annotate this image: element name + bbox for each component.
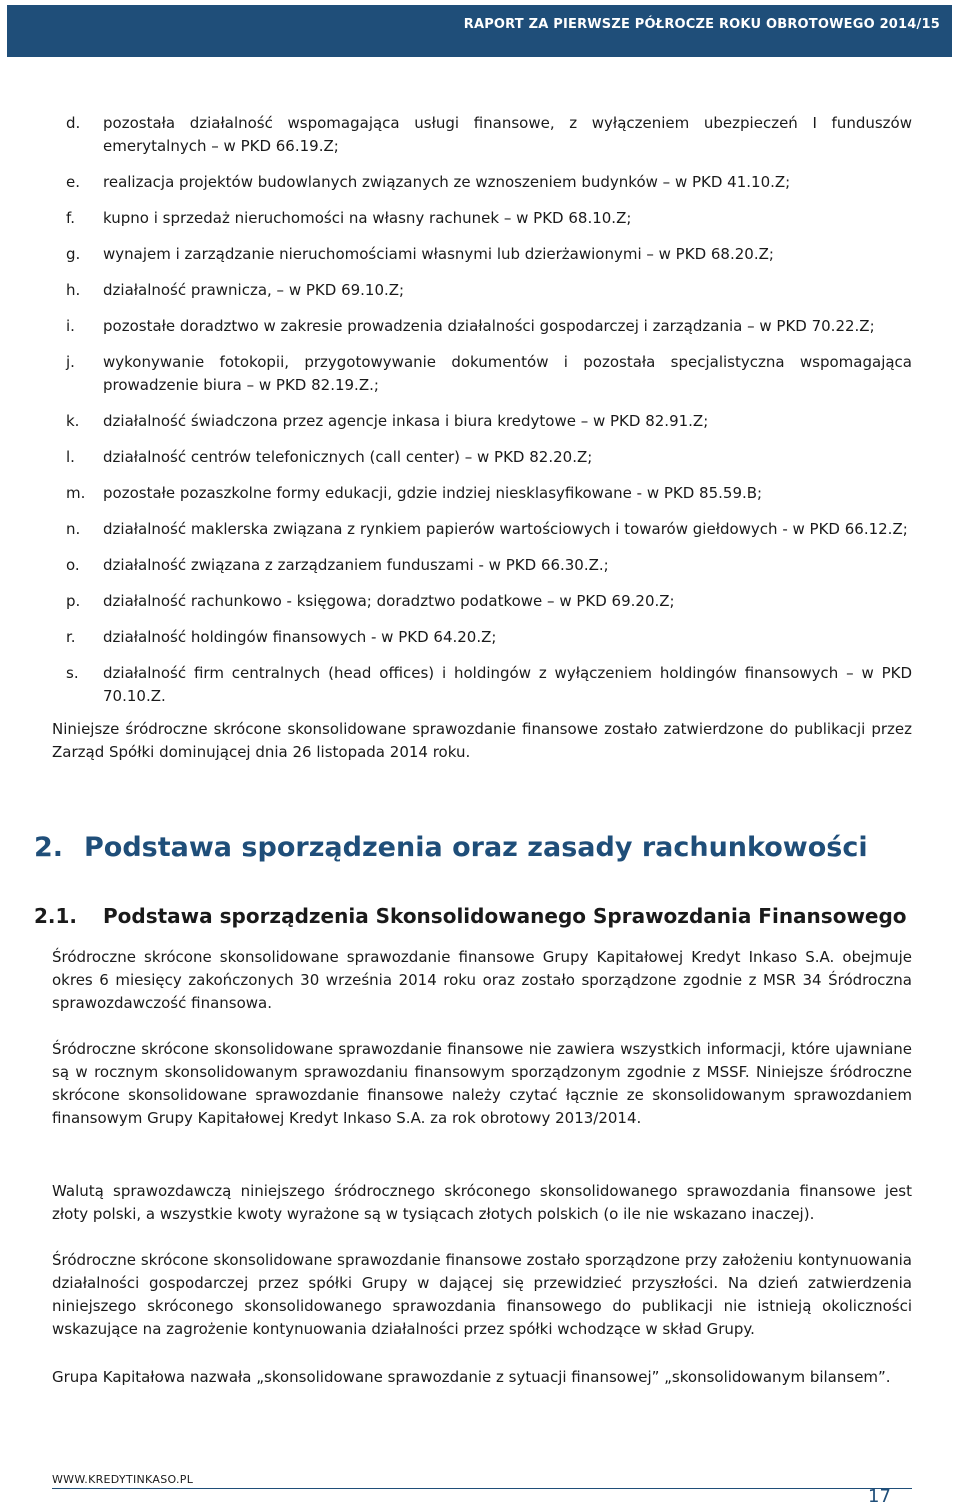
- page-number: 17: [868, 1486, 891, 1507]
- list-item: [66, 112, 912, 158]
- list-marker: i.: [66, 317, 75, 335]
- body-paragraph: Śródroczne skrócone skonsolidowane sprawozdanie finansowe zostało sporządzone przy założeniu kontynuowania działalności gospodarczej przez spółki Grupy w dającej się przewidzieć przyszłości. Na dzień zatwierdzenia niniejszego skróconego skonsolidowanego sprawozdania finansowego do publikacji nie istnieją okoliczności wskazujące na zagrożenie kontynuowania działalności przez spółki wchodzące w skład Grupy.: [52, 1251, 912, 1338]
- list-marker: l.: [66, 448, 75, 466]
- list-marker: e.: [66, 173, 80, 191]
- approval-paragraph: Niniejsze śródroczne skrócone skonsolidowane sprawozdanie finansowe zostało zatwierdzone do publikacji przez Zarząd Spółki dominującej dnia 26 listopada 2014 roku.: [52, 720, 912, 761]
- list-item-text: pozostała działalność wspomagająca usługi finansowe, z wyłączeniem ubezpieczeń I funduszów emerytalnych – w PKD 66.19.Z;: [103, 114, 912, 155]
- list-item-text: wykonywanie fotokopii, przygotowywanie dokumentów i pozostała specjalistyczna wspomagająca prowadzenie biura – w PKD 82.19.Z.;: [103, 353, 912, 394]
- list-item-text: działalność centrów telefonicznych (call center) – w PKD 82.20.Z;: [103, 448, 593, 466]
- list-item-text: działalność rachunkowo - księgowa; doradztwo podatkowe – w PKD 69.20.Z;: [103, 592, 675, 610]
- report-header-bar: [7, 5, 952, 57]
- list-item-text: działalność prawnicza, – w PKD 69.10.Z;: [103, 281, 405, 299]
- list-marker: g.: [66, 245, 81, 263]
- subsection-title: Podstawa sporządzenia Skonsolidowanego Sprawozdania Finansowego: [103, 904, 907, 928]
- list-item: [66, 279, 912, 302]
- list-item: [66, 243, 912, 266]
- list-item: [66, 482, 912, 505]
- list-item-text: pozostałe doradztwo w zakresie prowadzenia działalności gospodarczej i zarządzania – w PKD 70.22.Z;: [103, 317, 875, 335]
- list-item-text: działalność związana z zarządzaniem funduszami - w PKD 66.30.Z.;: [103, 556, 609, 574]
- list-item-text: działalność holdingów finansowych - w PKD 64.20.Z;: [103, 628, 497, 646]
- list-marker: s.: [66, 664, 79, 682]
- list-item: [66, 207, 912, 230]
- list-item: [66, 626, 912, 649]
- list-item: [66, 315, 912, 338]
- list-item-text: pozostałe pozaszkolne formy edukacji, gdzie indziej niesklasyfikowane - w PKD 85.59.B;: [103, 484, 763, 502]
- list-item-text: realizacja projektów budowlanych związanych ze wznoszeniem budynków – w PKD 41.10.Z;: [103, 173, 791, 191]
- list-item-text: działalność maklerska związana z rynkiem papierów wartościowych i towarów giełdowych - w PKD 66.12.Z;: [103, 520, 908, 538]
- list-item-text: kupno i sprzedaż nieruchomości na własny rachunek – w PKD 68.10.Z;: [103, 209, 632, 227]
- list-marker: d.: [66, 114, 81, 132]
- list-marker: h.: [66, 281, 81, 299]
- list-item: [66, 410, 912, 433]
- list-item: [66, 518, 912, 541]
- list-item-text: działalność firm centralnych (head offices) i holdingów z wyłączeniem holdingów finansowych – w PKD 70.10.Z.: [103, 664, 912, 705]
- list-item: [66, 171, 912, 194]
- list-item: [66, 351, 912, 397]
- list-marker: n.: [66, 520, 81, 538]
- list-item: [66, 554, 912, 577]
- list-marker: r.: [66, 628, 76, 646]
- list-marker: p.: [66, 592, 81, 610]
- section-heading: [34, 832, 868, 863]
- list-marker: k.: [66, 412, 80, 430]
- list-marker: j.: [66, 353, 75, 371]
- list-item-text: działalność świadczona przez agencje inkasa i biura kredytowe – w PKD 82.91.Z;: [103, 412, 709, 430]
- list-item: [66, 446, 912, 469]
- list-marker: o.: [66, 556, 80, 574]
- footer-divider: [52, 1488, 912, 1489]
- subsection-heading: [34, 904, 907, 928]
- list-marker: m.: [66, 484, 86, 502]
- section-number: 2.: [34, 832, 64, 863]
- subsection-number: 2.1.: [34, 904, 78, 928]
- body-paragraph: Grupa Kapitałowa nazwała „skonsolidowane sprawozdanie z sytuacji finansowej” „skonsolidowanym bilansem”.: [52, 1368, 891, 1386]
- report-title: RAPORT ZA PIERWSZE PÓŁROCZE ROKU OBROTOWEGO 2014/15: [463, 17, 940, 32]
- body-paragraph: Śródroczne skrócone skonsolidowane sprawozdanie finansowe Grupy Kapitałowej Kredyt Inkaso S.A. obejmuje okres 6 miesięcy zakończonych 30 września 2014 roku oraz zostało sporządzone zgodnie z MSR 34 Śródroczna sprawozdawczość finansowa.: [52, 948, 912, 1012]
- list-marker: f.: [66, 209, 75, 227]
- activity-list: [66, 112, 912, 721]
- list-item: [66, 590, 912, 613]
- list-item: [66, 662, 912, 708]
- section-title: Podstawa sporządzenia oraz zasady rachunkowości: [84, 832, 868, 863]
- list-item-text: wynajem i zarządzanie nieruchomościami własnymi lub dzierżawionymi – w PKD 68.20.Z;: [103, 245, 774, 263]
- footer-website-link[interactable]: WWW.KREDYTINKASO.PL: [52, 1473, 194, 1486]
- body-paragraph: Walutą sprawozdawczą niniejszego śródrocznego skróconego skonsolidowanego sprawozdania finansowe jest złoty polski, a wszystkie kwoty wyrażone są w tysiącach złotych polskich (o ile nie wskazano inaczej).: [52, 1182, 912, 1223]
- body-paragraph: Śródroczne skrócone skonsolidowane sprawozdanie finansowe nie zawiera wszystkich informacji, które ujawniane są w rocznym skonsolidowanym sprawozdaniu finansowym sporządzonym zgodnie z MSSF. Niniejsze śródroczne skrócone skonsolidowane sprawozdanie finansowe należy czytać łącznie ze skonsolidowanym sprawozdaniem finansowym Grupy Kapitałowej Kredyt Inkaso S.A. za rok obrotowy 2013/2014.: [52, 1040, 912, 1127]
